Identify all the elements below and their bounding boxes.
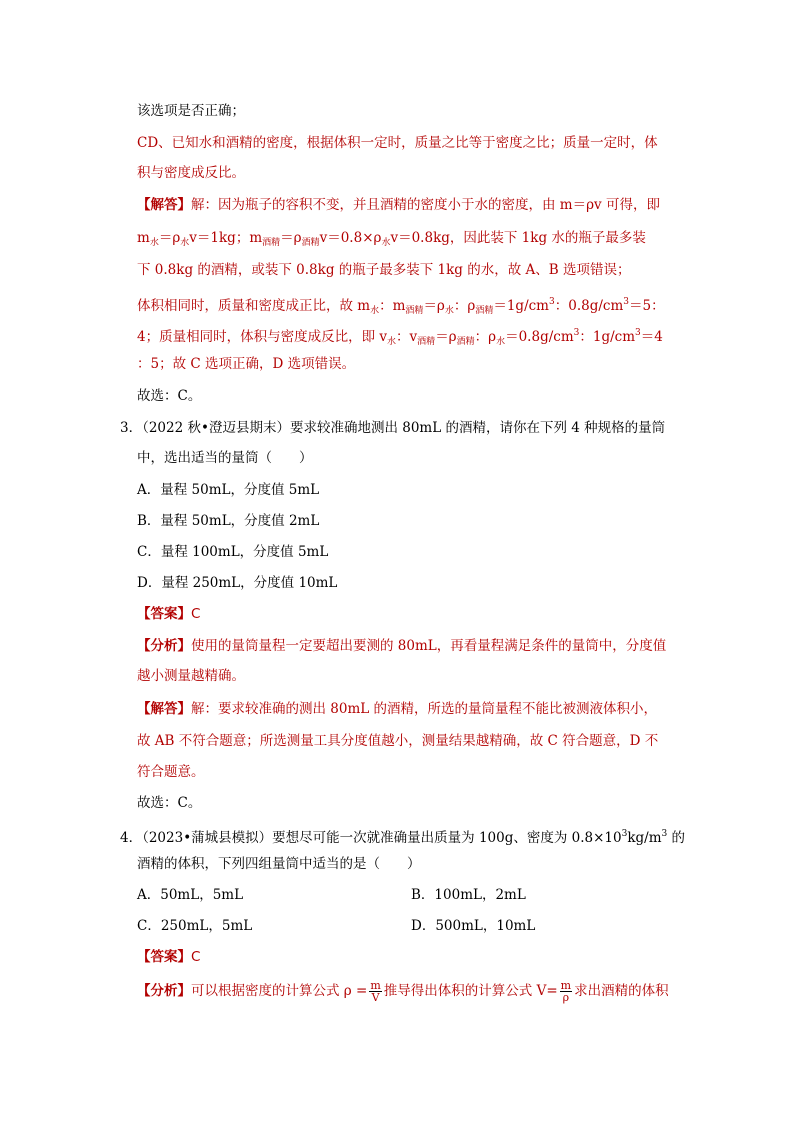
choose-line: 故选：C。 <box>137 388 202 404</box>
options-row-1 <box>0 885 794 905</box>
text-line: ：5；故 C 选项正确，D 选项错误。 <box>137 356 356 372</box>
analysis-line: 【分析】可以根据密度的计算公式 ρ = $\frac{m}{V}$ 推导得出体积的计算公式 V= $\frac{m}{\rho}$ 求出酒精的体积 <box>137 979 669 1004</box>
option-b: B．100mL，2mL <box>411 887 526 903</box>
solution-line: 【解答】解：要求较准确的测出 80mL 的酒精，所选的量筒量程不能比被测液体积小， <box>137 701 658 717</box>
analysis-tag: 【分析】 <box>137 983 191 999</box>
option-b: B．量程 50mL，分度值 2mL <box>137 513 320 529</box>
question-4-stem: 4．（2023•蒲城县模拟）要想尽可能一次就准确量出质量为 100g、密度为 $0.8\times 10^3kg/m^3$ 的 <box>120 829 686 846</box>
text-line: 符合题意。 <box>137 764 205 780</box>
text-line: 体积相同时，质量和密度成正比，故 $m_水$：$m_{酒精}=\rho_水$：$\rho_{酒精}=1g/cm^3$：$0.8g/cm^3=5$： <box>137 297 665 316</box>
option-c: C．250mL，5mL <box>137 918 253 934</box>
text-line: CD、已知水和酒精的密度，根据体积一定时，质量之比等于密度之比；质量一定时，体 <box>137 135 658 151</box>
option-d: D．量程 250mL，分度值 10mL <box>137 575 338 591</box>
text-line: 故 AB 不符合题意；所选测量工具分度值越小，测量结果越精确，故 C 符合题意，D 不 <box>137 733 659 749</box>
answer-tag: 【答案】 <box>137 949 191 965</box>
analysis-line: 【分析】使用的量筒量程一定要超出要测的 80mL，再看量程满足条件的量筒中，分度值 <box>137 638 667 654</box>
text-line: 该选项是否正确； <box>137 103 245 119</box>
text-line: 4；质量相同时，体积与密度成反比，即 $v_水$：$v_{酒精}=\rho_{酒精}$：$\rho_水=0.8g/cm^3$：$1g/cm^3=4$ <box>137 328 663 347</box>
text-line: 积与密度成反比。 <box>137 165 245 181</box>
question-3-stem: 中，选出适当的量筒（ ） <box>137 450 313 466</box>
option-a: A．50mL，5mL <box>137 887 244 903</box>
answer-line: 【答案】C <box>137 949 201 965</box>
analysis-tag: 【分析】 <box>137 638 191 654</box>
answer-tag: 【答案】 <box>137 606 191 622</box>
choose-line: 故选：C。 <box>137 795 202 811</box>
option-a: A．量程 50mL，分度值 5mL <box>137 482 320 498</box>
volume-fraction: $\frac{m}{\rho}$ <box>560 979 572 1004</box>
solution-tag: 【解答】 <box>137 701 191 717</box>
text-line: 越小测量越精确。 <box>137 668 245 684</box>
density-fraction: $\frac{m}{V}$ <box>370 979 381 1004</box>
answer-line: 【答案】C <box>137 606 201 622</box>
option-c: C．量程 100mL，分度值 5mL <box>137 544 329 560</box>
question-4-stem: 酒精的体积，下列四组量筒中适当的是（ ） <box>137 856 421 872</box>
solution-tag: 【解答】 <box>137 197 191 213</box>
text-line: 下 0.8kg 的酒精，或装下 0.8kg 的瓶子最多装下 1kg 的水，故 A、B 选项错误； <box>137 262 631 278</box>
options-row-2 <box>0 916 794 936</box>
question-3-stem: 3．（2022 秋•澄迈县期末）要求较准确地测出 80mL 的酒精，请你在下列 4 种规格的量筒 <box>120 420 666 436</box>
text-line: $m_水=\rho_水v=1kg$；$m_{酒精}=\rho_{酒精}v=0.8\times\rho_水v=0.8kg$，因此装下 1kg 水的瓶子最多装 <box>137 230 646 248</box>
option-d: D．500mL，10mL <box>411 918 536 934</box>
solution-line: 【解答】解：因为瓶子的容积不变，并且酒精的密度小于水的密度，由 m＝ρv 可得，即 <box>137 197 660 213</box>
